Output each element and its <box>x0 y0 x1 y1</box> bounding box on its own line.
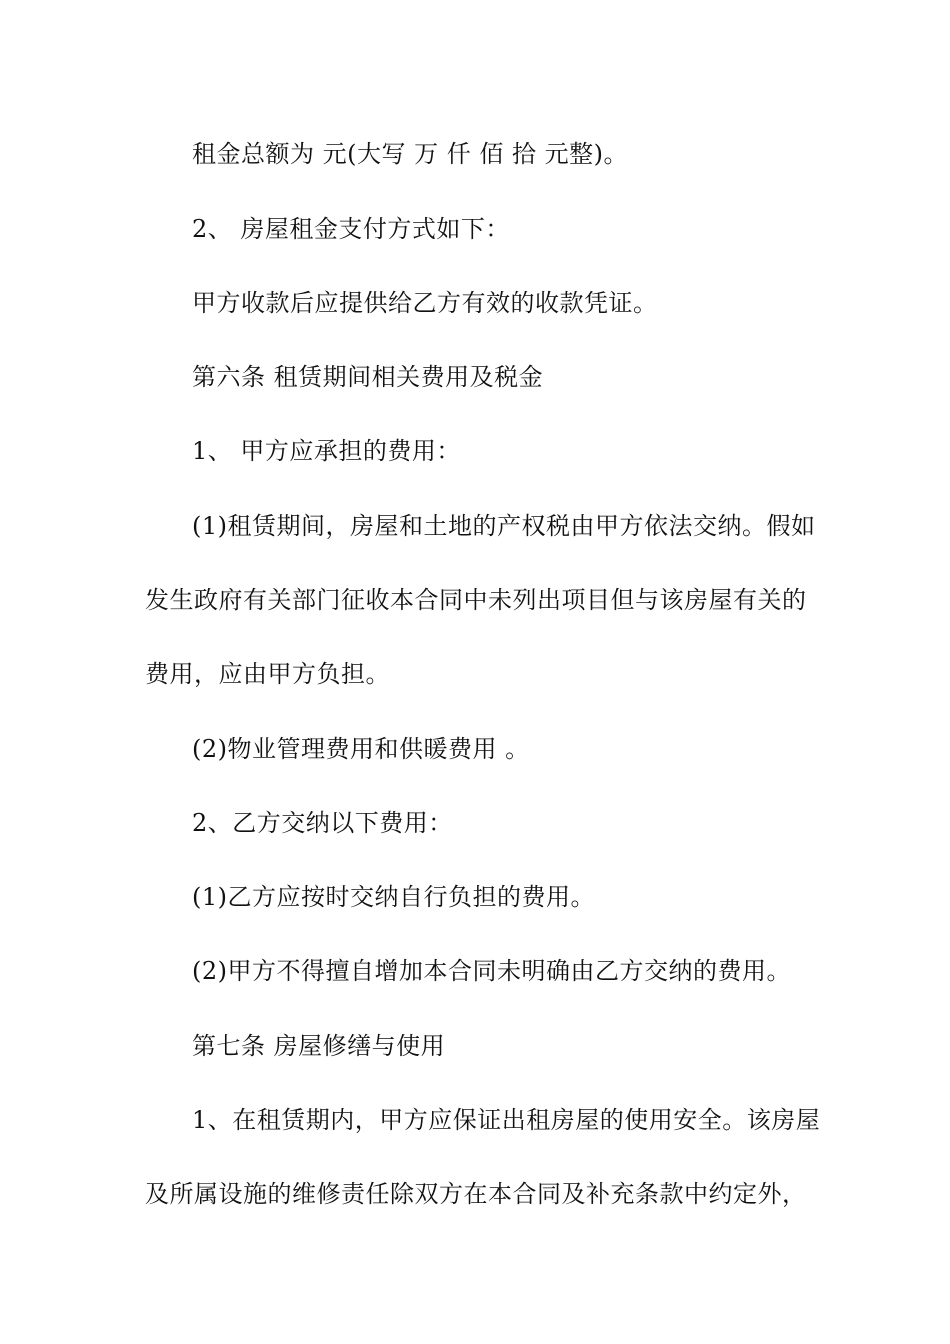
text-line-party-a-fees: 1、 甲方应承担的费用： <box>192 437 461 465</box>
section-heading-article-7: 第七条 房屋修缮与使用 <box>192 1032 446 1060</box>
text-line-property-tax-cont-1: 发生政府有关部门征收本合同中未列出项目但与该房屋有关的 <box>145 586 807 614</box>
text-line-payment-method: 2、 房屋租金支付方式如下： <box>192 215 510 243</box>
text-line-property-tax: (1)租赁期间，房屋和土地的产权税由甲方依法交纳。假如 <box>192 512 816 540</box>
text-line-rent-total: 租金总额为 元(大写 万 仟 佰 拾 元整)。 <box>192 140 628 168</box>
text-line-property-tax-cont-2: 费用，应由甲方负担。 <box>145 660 390 688</box>
section-heading-article-6: 第六条 租赁期间相关费用及税金 <box>192 363 544 391</box>
text-line-maintenance: 及所属设施的维修责任除双方在本合同及补充条款中约定外， <box>145 1180 807 1208</box>
text-line-safety: 1、在租赁期内，甲方应保证出租房屋的使用安全。该房屋 <box>192 1106 821 1134</box>
text-line-receipt: 甲方收款后应提供给乙方有效的收款凭证。 <box>192 289 658 317</box>
text-line-party-b-own-fees: (1)乙方应按时交纳自行负担的费用。 <box>192 883 595 911</box>
text-line-management-fees: (2)物业管理费用和供暖费用 。 <box>192 735 530 763</box>
text-line-party-b-fees: 2、乙方交纳以下费用： <box>192 809 453 837</box>
text-line-no-extra-fees: (2)甲方不得擅自增加本合同未明确由乙方交纳的费用。 <box>192 957 791 985</box>
